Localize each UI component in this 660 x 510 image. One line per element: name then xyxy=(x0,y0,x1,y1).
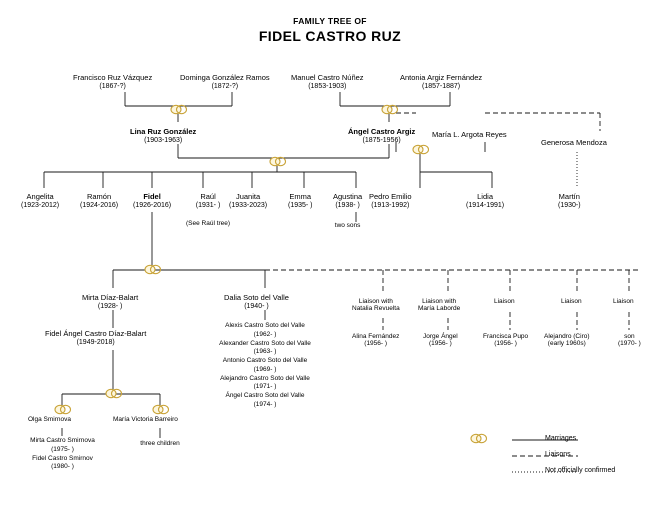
liaison-3[interactable] xyxy=(494,298,515,305)
person-ramon[interactable] xyxy=(80,193,118,210)
person-dates: (1872-?) xyxy=(211,82,239,90)
child-name: Antonio Castro Soto del Valle xyxy=(222,357,308,365)
person-name: Dominga González Ramos xyxy=(180,73,270,82)
person-dominga-gonzalez[interactable] xyxy=(180,74,270,91)
person-antonia-argiz[interactable] xyxy=(400,74,482,91)
person-lina-ruz[interactable] xyxy=(130,128,196,145)
person-dates: (1956- ) xyxy=(494,340,517,348)
person-mirta-diaz-balart[interactable] xyxy=(82,294,138,311)
child-name: Mirta Castro Smirnova xyxy=(30,437,95,444)
person-name: Emma xyxy=(289,192,312,201)
person-dates: (1853-1903) xyxy=(308,82,347,90)
liaison-5[interactable] xyxy=(613,298,634,305)
person-dates: (1956- ) xyxy=(364,340,388,348)
person-dates: (early 1960s) xyxy=(547,340,586,348)
person-name: Mirta Díaz-Balart xyxy=(82,293,139,302)
person-angelita[interactable] xyxy=(21,193,59,210)
person-olga-smirnova[interactable] xyxy=(28,416,71,423)
person-name: Antonia Argiz Fernández xyxy=(400,73,483,82)
marriage-rings-icon xyxy=(105,388,121,397)
person-name: Fidel xyxy=(143,192,161,201)
liaison-natalia-revuelta[interactable] xyxy=(352,298,400,313)
liaison-line1: Liaison xyxy=(561,298,582,305)
agustina-note: two sons xyxy=(334,221,361,229)
liaison-line1: Liaison xyxy=(494,298,515,305)
marriage-rings-icon xyxy=(412,144,428,153)
marriage-rings-icon xyxy=(269,156,285,165)
person-name: Generosa Mendoza xyxy=(541,138,607,147)
person-dates: (1949-2018) xyxy=(76,338,115,346)
person-name: Angelita xyxy=(26,192,54,201)
person-dates: (1926-2016) xyxy=(133,201,172,209)
person-name: Dalia Soto del Valle xyxy=(224,293,289,302)
person-dates: (1930-) xyxy=(558,201,581,209)
person-emma[interactable] xyxy=(288,193,313,210)
person-fidel-angel-castro-diaz-balart[interactable] xyxy=(45,330,146,347)
person-name: Alina Fernández xyxy=(352,333,400,340)
child-dates: (1963- ) xyxy=(253,348,277,356)
person-francisco-ruz[interactable] xyxy=(73,74,152,91)
person-name: Alejandro (Ciro) xyxy=(544,333,590,340)
liaison-line1: Liaison with xyxy=(422,298,457,305)
raul-note: (See Raúl tree) xyxy=(186,219,231,227)
person-maria-argota[interactable] xyxy=(432,131,507,140)
person-name: Agustina xyxy=(333,192,363,201)
person-dates: (1913-1992) xyxy=(371,201,410,209)
liaison-maria-laborde[interactable] xyxy=(418,298,460,313)
dalia-children-list[interactable] xyxy=(195,322,335,410)
person-name: son xyxy=(624,333,635,340)
person-name: Pedro Emilio xyxy=(369,192,412,201)
liaison-line2: Natalia Revuelta xyxy=(352,305,400,313)
person-name: Francisca Pupo xyxy=(483,333,529,340)
person-alina-fernandez[interactable] xyxy=(352,333,399,348)
person-dates: (1903-1963) xyxy=(144,136,183,144)
person-name: Lina Ruz González xyxy=(130,127,197,136)
marriage-rings-icon xyxy=(54,404,70,413)
child-name: Ángel Castro Soto del Valle xyxy=(225,392,305,400)
person-dates: (1940- ) xyxy=(244,302,269,310)
person-dates: (1924-2016) xyxy=(80,201,119,209)
marriage-rings-icon xyxy=(170,104,186,113)
legend-liaisons-label: Liaisons xyxy=(545,451,571,458)
person-name: María Victoria Barreiro xyxy=(113,416,178,423)
person-dates: (1928- ) xyxy=(97,302,123,310)
person-alejandro-ciro[interactable] xyxy=(544,333,590,348)
person-lidia[interactable] xyxy=(466,193,504,210)
person-name: María L. Argota Reyes xyxy=(432,130,507,139)
marriage-rings-icon xyxy=(152,404,168,413)
legend-rings-icon xyxy=(470,433,486,442)
person-name: Fidel Ángel Castro Díaz-Balart xyxy=(45,329,147,338)
child-dates: (1975- ) xyxy=(51,445,74,453)
person-name: Ramón xyxy=(86,192,112,201)
person-dates: (1923-2012) xyxy=(21,201,60,209)
child-dates: (1971- ) xyxy=(253,383,277,391)
person-dates: (1875-1956) xyxy=(362,136,401,144)
person-name: Manuel Castro Núñez xyxy=(291,73,364,82)
liaison-line2: María Laborde xyxy=(418,305,461,313)
person-name: Martín xyxy=(558,192,580,201)
child-name: Alejandro Castro Soto del Valle xyxy=(220,374,310,382)
page-title: FIDEL CASTRO RUZ xyxy=(258,28,402,44)
marriage-rings-icon xyxy=(144,264,160,273)
person-francisca-pupo[interactable] xyxy=(483,333,528,348)
legend-unconfirmed-label: Not officially confirmed xyxy=(545,467,616,474)
person-name: Olga Smirnova xyxy=(28,416,71,423)
person-generosa-mendoza[interactable] xyxy=(541,139,607,148)
marriage-rings-icon xyxy=(381,104,397,113)
person-manuel-castro[interactable] xyxy=(291,74,364,91)
person-name: Ángel Castro Argiz xyxy=(348,127,416,136)
person-jorge-angel[interactable] xyxy=(423,333,458,348)
smirnov-children[interactable] xyxy=(5,437,120,472)
person-martin[interactable] xyxy=(558,193,581,210)
legend-marriages-label: Marriages xyxy=(545,435,577,442)
person-dates: (1938- ) xyxy=(335,201,360,209)
person-dates: (1914-1991) xyxy=(466,201,505,209)
person-raul[interactable] xyxy=(186,193,230,227)
person-fidel[interactable] xyxy=(133,193,171,210)
person-dates: (1935- ) xyxy=(288,201,313,209)
child-dates: (1980- ) xyxy=(51,463,74,471)
person-dates: (1933-2023) xyxy=(229,201,268,209)
person-name: Francisco Ruz Vázquez xyxy=(73,73,153,82)
person-angel-castro[interactable] xyxy=(348,128,415,145)
person-dates: (1956- ) xyxy=(428,340,452,348)
child-name: Alexis Castro Soto del Valle xyxy=(225,322,305,329)
liaison-4[interactable] xyxy=(561,298,582,305)
liaison-line1: Liaison xyxy=(613,298,634,305)
child-dates: (1969- ) xyxy=(253,365,277,373)
child-name: Alexander Castro Soto del Valle xyxy=(219,339,311,347)
person-name: Jorge Ángel xyxy=(423,333,458,340)
child-dates: (1974- ) xyxy=(253,400,277,408)
child-dates: (1962- ) xyxy=(253,330,277,338)
person-maria-victoria-barreiro[interactable] xyxy=(113,416,178,423)
person-name: Juanita xyxy=(235,192,261,201)
person-pedro-emilio[interactable] xyxy=(369,193,412,210)
barreiro-children: three children xyxy=(140,440,180,447)
liaison-line1: Liaison with xyxy=(358,298,393,305)
person-dates: (1857-1887) xyxy=(422,82,461,90)
person-name: Raúl xyxy=(200,192,216,201)
person-juanita[interactable] xyxy=(229,193,267,210)
person-dates: (1931- ) xyxy=(195,201,221,209)
person-name: Lidia xyxy=(477,192,493,201)
page-subtitle: FAMILY TREE OF xyxy=(293,16,367,26)
person-dates: (1867-?) xyxy=(99,82,126,90)
child-name: Fidel Castro Smirnov xyxy=(32,454,93,462)
person-dates: (1970- ) xyxy=(618,340,641,348)
person-dalia-soto-del-valle[interactable] xyxy=(224,294,289,311)
person-agustina[interactable] xyxy=(333,193,362,229)
person-son[interactable] xyxy=(618,333,641,348)
